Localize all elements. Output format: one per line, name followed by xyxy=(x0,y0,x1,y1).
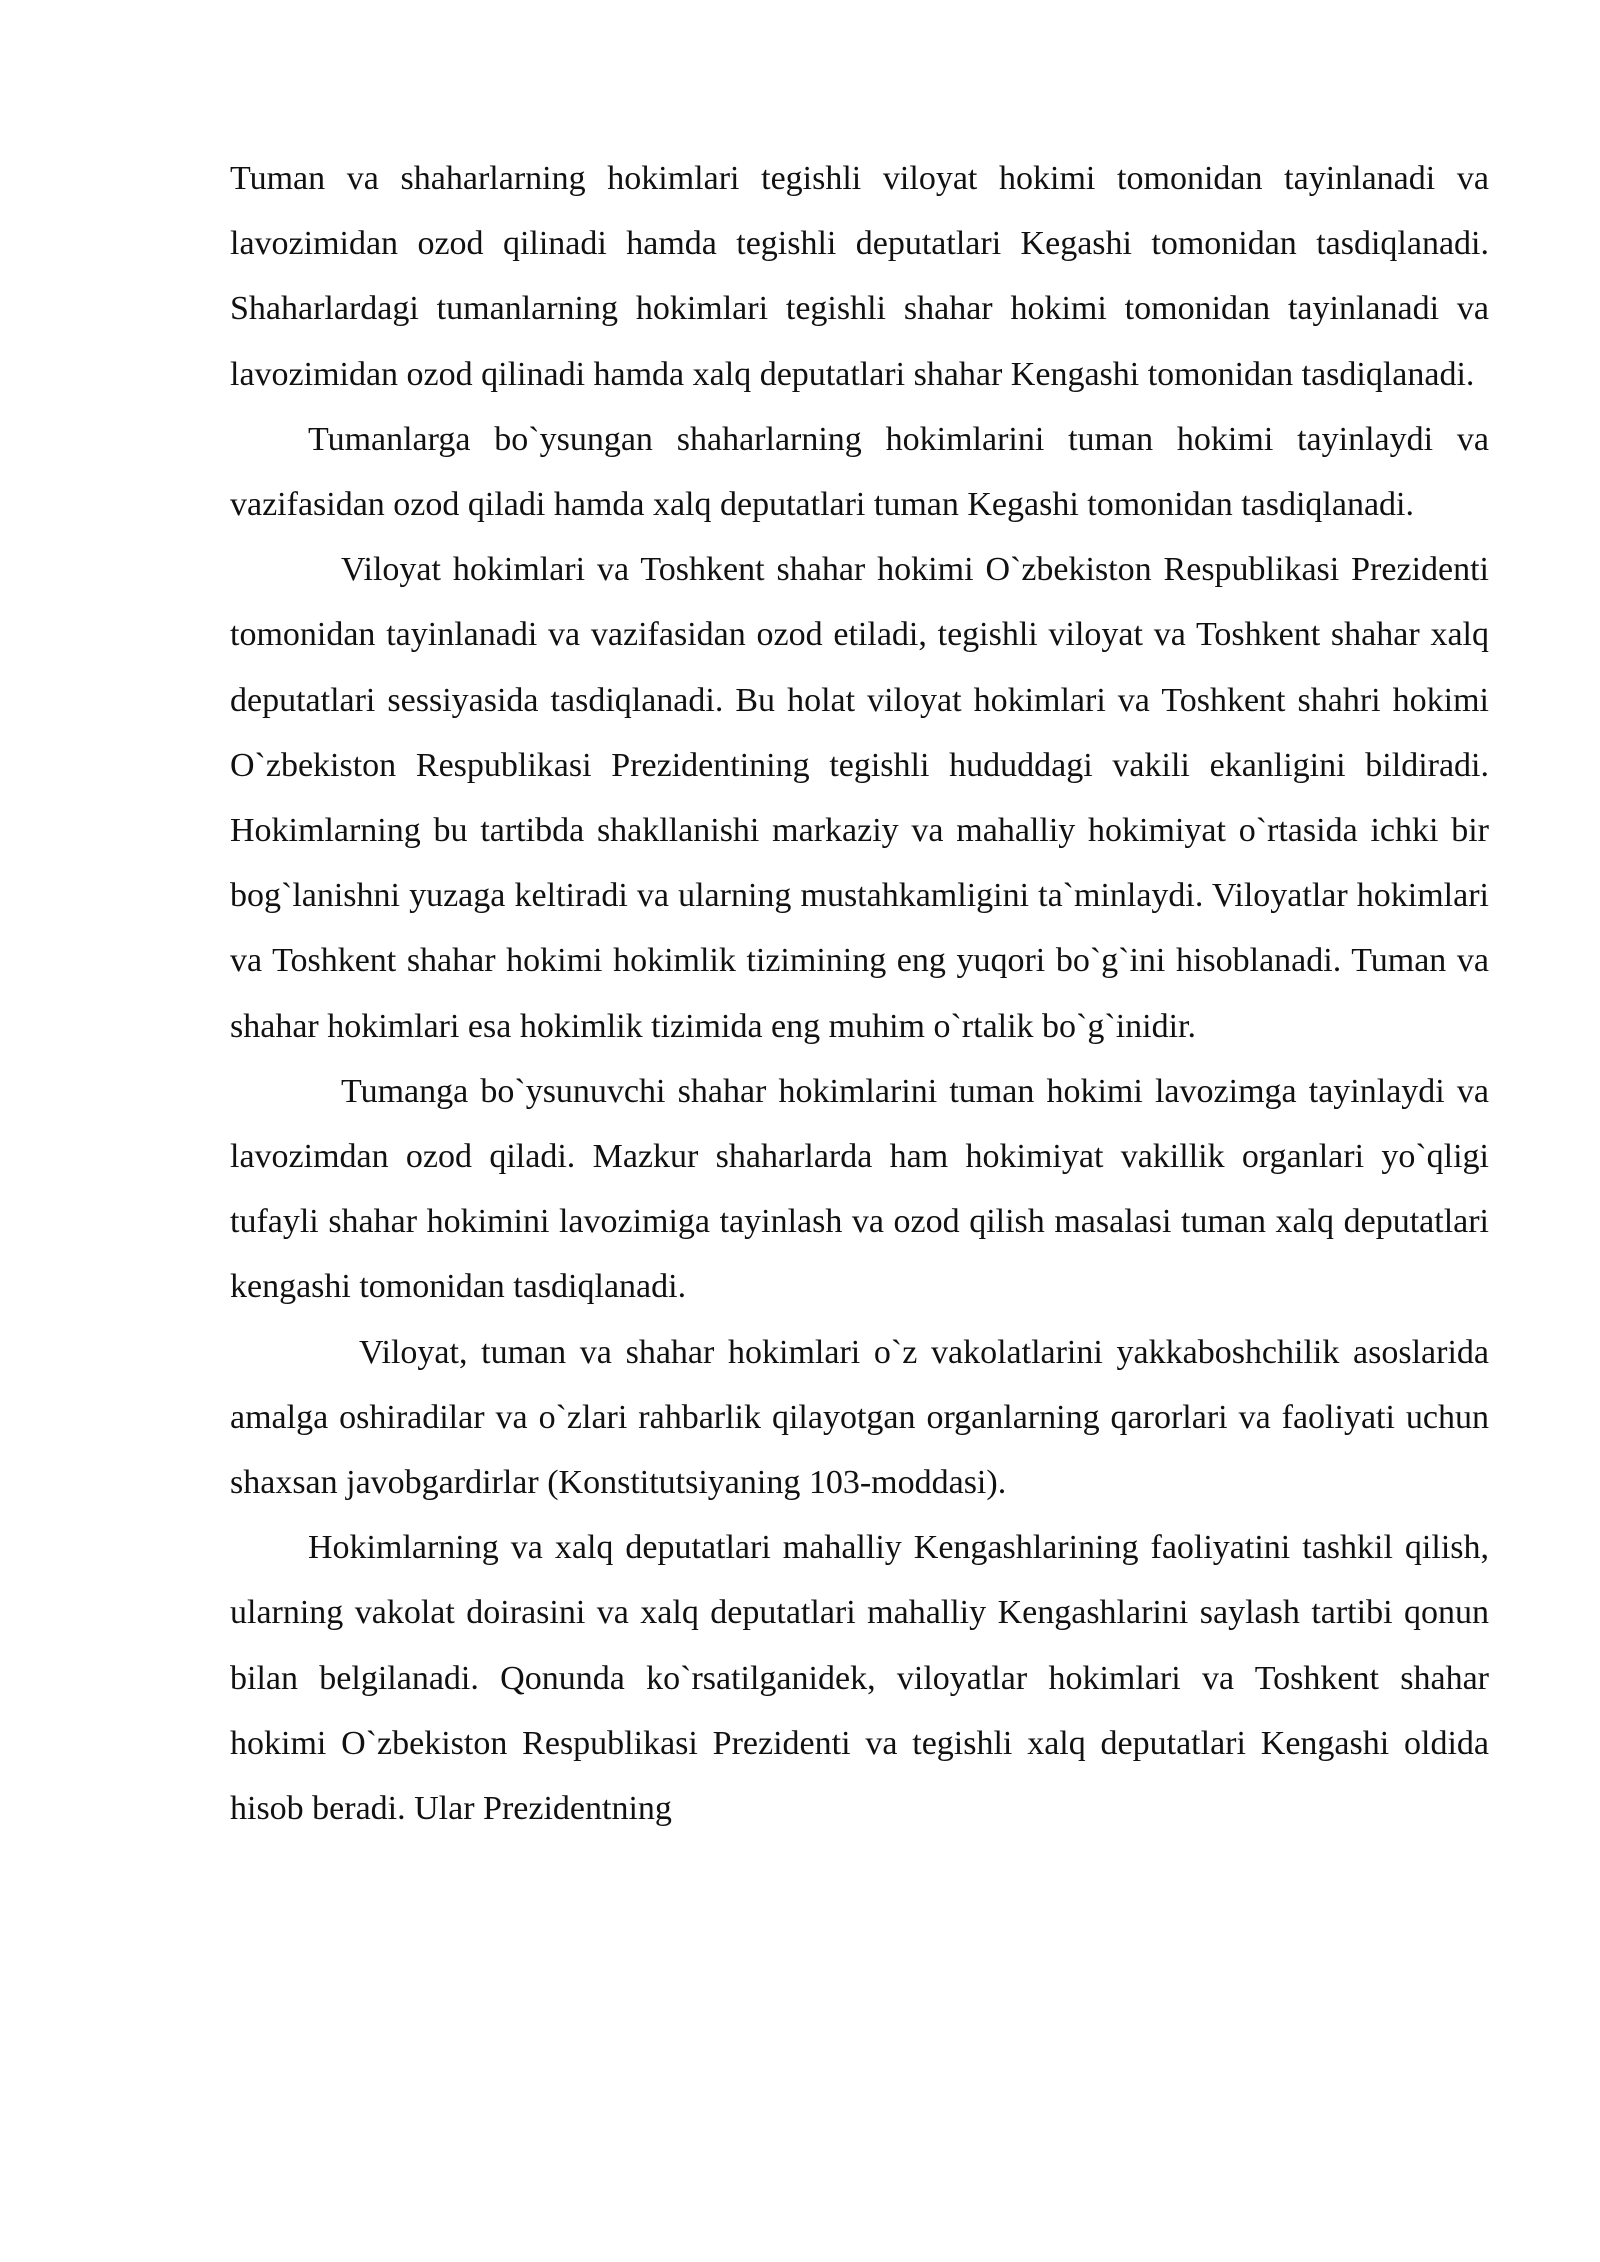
paragraph-3 xyxy=(230,537,1489,1319)
paragraph-3-continuation: Tumanga bo`ysunuvchi shahar hokimlarini tuman hokimi lavozimga tayinlaydi va lavozimdan ozod qiladi. Mazkur shaharlarda ham hokimiyat vakillik organlari yo`qligi tufayli shahar hokimini lavozimiga tayinlash va ozod qilish masalasi tuman xalq deputatlari kengashi tomonidan tasdiqlanadi. xyxy=(230,1072,1489,1306)
paragraph-3-text: Viloyat hokimlari va Toshkent shahar hokimi O`zbekiston Respublikasi Prezidenti tomonidan tayinlanadi va vazifasidan ozod etiladi, tegishli viloyat va Toshkent shahar xalq deputatlari sessiyasida tasdiqlanadi. Bu holat viloyat hokimlari va Toshkent shahri hokimi O`zbekiston Respublikasi Prezidentining tegishli hududdagi vakili ekanligini bildiradi. Hokimlarning bu tartibda shakllanishi markaziy va mahalliy hokimiyat o`rtasida ichki bir bog`lanishni yuzaga keltiradi va ularning mustahkamligini ta`minlaydi. Viloyatlar hokimlari va Toshkent shahar hokimi hokimlik tizimining eng yuqori bo`g`ini hisoblanadi. Tuman va shahar hokimlari esa hokimlik tizimida eng muhim o`rtalik bo`g`inidir. xyxy=(230,551,1489,1045)
paragraph-5: Hokimlarning va xalq deputatlari mahalliy Kengashlarining faoliyatini tashkil qilish, ularning vakolat doirasini va xalq deputatlari mahalliy Kengashlarini saylash tartibi qonun bilan belgilanadi. Qonunda ko`rsatilganidek, viloyatlar hokimlari va Toshkent shahar hokimi O`zbekiston Respublikasi Prezidenti va tegishli xalq deputatlari Kengashi oldida hisob beradi. Ular Prezidentning xyxy=(230,1529,1489,1828)
document-body xyxy=(230,146,1489,1841)
paragraph-1: Tuman va shaharlarning hokimlari tegishli viloyat hokimi tomonidan tayinlanadi va lavozimidan ozod qilinadi hamda tegishli deputatlari Kegashi tomonidan tasdiqlanadi. Shaharlardagi tumanlarning hokimlari tegishli shahar hokimi tomonidan tayinlanadi va lavozimidan ozod qilinadi hamda xalq deputatlari shahar Kengashi tomonidan tasdiqlanadi. xyxy=(230,160,1489,393)
paragraph-4: Viloyat, tuman va shahar hokimlari o`z vakolatlarini yakkaboshchilik asoslarida amalga oshiradilar va o`zlari rahbarlik qilayotgan organlarning qarorlari va faoliyati uchun shaxsan javobgardirlar (Konstitutsiyaning 103-moddasi). xyxy=(230,1333,1489,1502)
paragraph-2: Tumanlarga bo`ysungan shaharlarning hokimlarini tuman hokimi tayinlaydi va vazifasidan ozod qiladi hamda xalq deputatlari tuman Kegashi tomonidan tasdiqlanadi. xyxy=(230,420,1489,524)
